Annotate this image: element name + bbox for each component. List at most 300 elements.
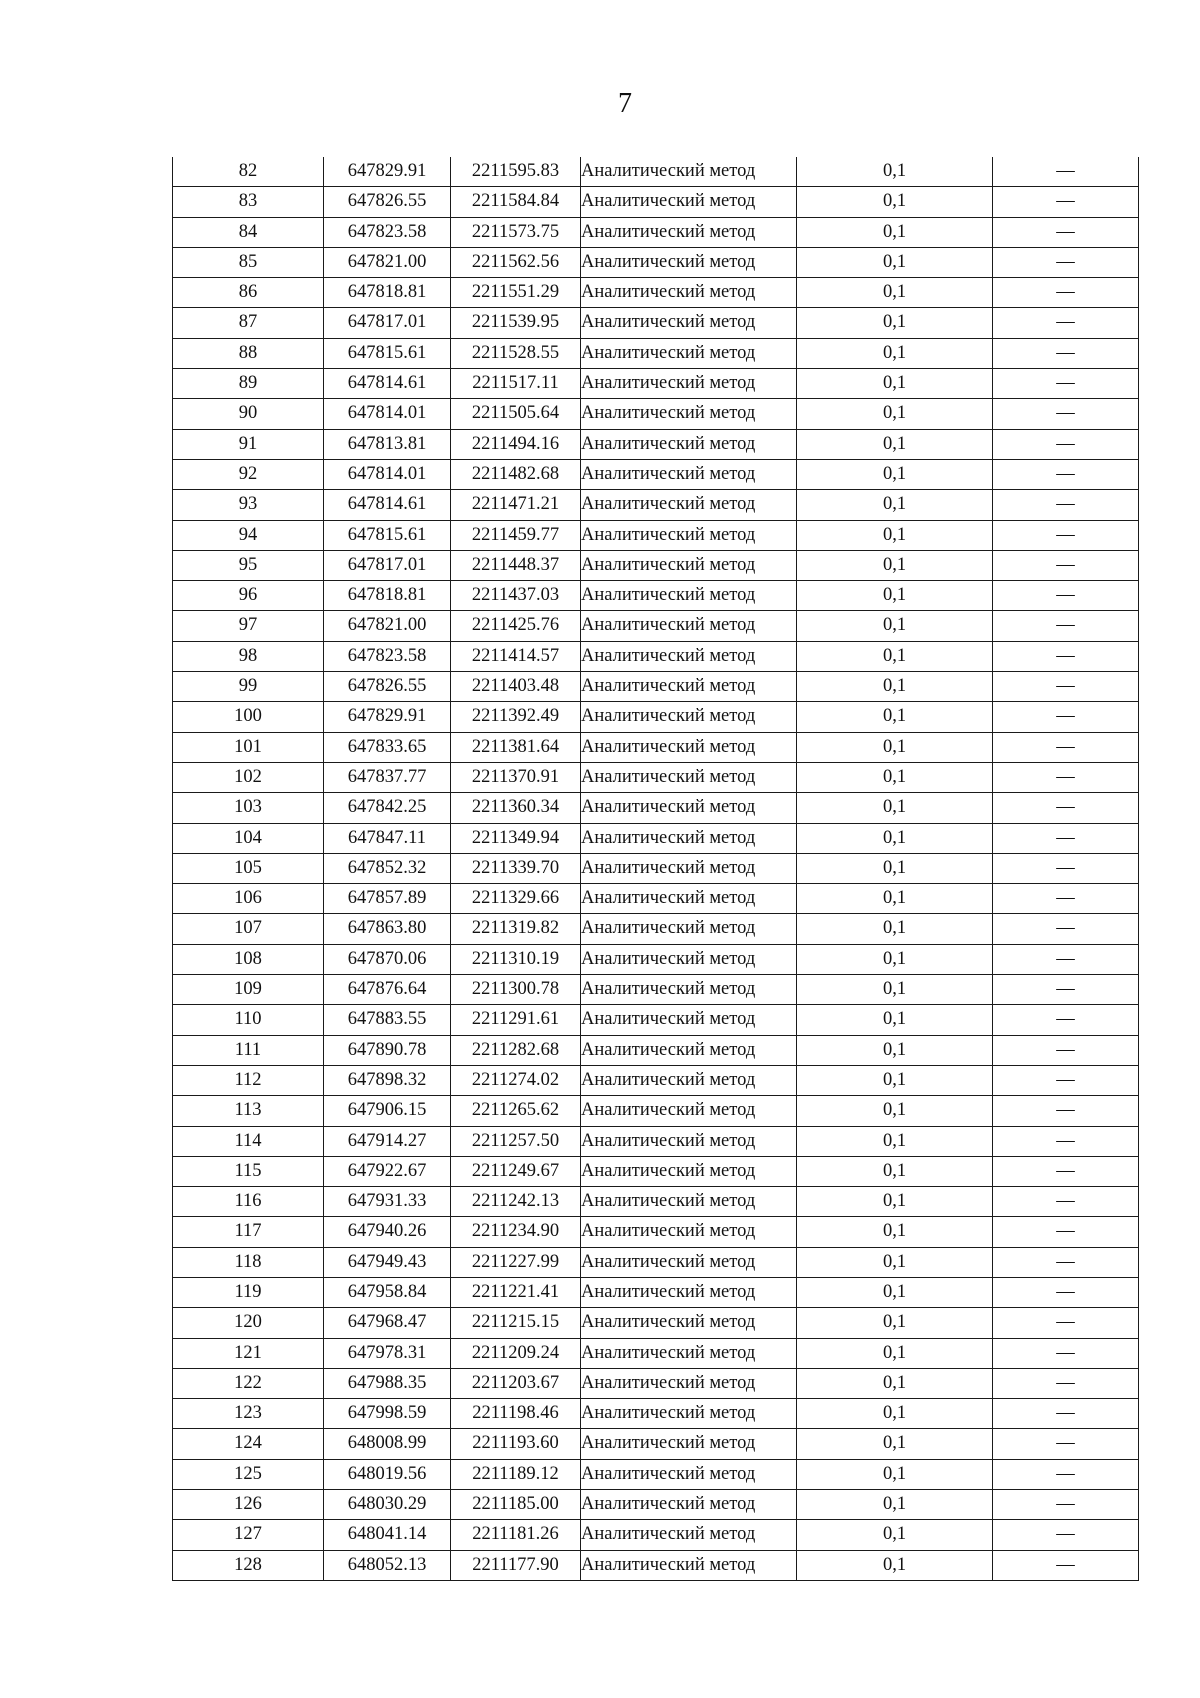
y-coordinate-cell: 2211234.90 (451, 1217, 581, 1247)
table-row (173, 278, 1139, 308)
accuracy-cell: 0,1 (797, 884, 993, 914)
method-cell: Аналитический метод (581, 1368, 797, 1398)
accuracy-cell: 0,1 (797, 459, 993, 489)
note-cell: — (993, 1217, 1139, 1247)
method-cell: Аналитический метод (581, 1035, 797, 1065)
accuracy-cell: 0,1 (797, 672, 993, 702)
x-coordinate-cell: 647814.61 (324, 369, 451, 399)
y-coordinate-cell: 2211437.03 (451, 581, 581, 611)
table-row (173, 702, 1139, 732)
x-coordinate-cell: 648041.14 (324, 1520, 451, 1550)
point-number-cell: 86 (173, 278, 324, 308)
y-coordinate-cell: 2211381.64 (451, 732, 581, 762)
table-row (173, 672, 1139, 702)
x-coordinate-cell: 647863.80 (324, 914, 451, 944)
y-coordinate-cell: 2211471.21 (451, 490, 581, 520)
x-coordinate-cell: 647826.55 (324, 187, 451, 217)
accuracy-cell: 0,1 (797, 1368, 993, 1398)
y-coordinate-cell: 2211274.02 (451, 1065, 581, 1095)
method-cell: Аналитический метод (581, 1065, 797, 1095)
x-coordinate-cell: 647823.58 (324, 217, 451, 247)
accuracy-cell: 0,1 (797, 1126, 993, 1156)
point-number-cell: 94 (173, 520, 324, 550)
table-row (173, 853, 1139, 883)
y-coordinate-cell: 2211551.29 (451, 278, 581, 308)
method-cell: Аналитический метод (581, 1490, 797, 1520)
point-number-cell: 99 (173, 672, 324, 702)
method-cell: Аналитический метод (581, 217, 797, 247)
accuracy-cell: 0,1 (797, 1005, 993, 1035)
accuracy-cell: 0,1 (797, 1035, 993, 1065)
table-row (173, 1187, 1139, 1217)
x-coordinate-cell: 647817.01 (324, 308, 451, 338)
method-cell: Аналитический метод (581, 1247, 797, 1277)
y-coordinate-cell: 2211539.95 (451, 308, 581, 338)
x-coordinate-cell: 647876.64 (324, 975, 451, 1005)
point-number-cell: 103 (173, 793, 324, 823)
note-cell: — (993, 187, 1139, 217)
method-cell: Аналитический метод (581, 247, 797, 277)
accuracy-cell: 0,1 (797, 581, 993, 611)
method-cell: Аналитический метод (581, 308, 797, 338)
y-coordinate-cell: 2211329.66 (451, 884, 581, 914)
point-number-cell: 98 (173, 641, 324, 671)
coordinates-table (172, 157, 1139, 1581)
point-number-cell: 112 (173, 1065, 324, 1095)
y-coordinate-cell: 2211198.46 (451, 1399, 581, 1429)
point-number-cell: 124 (173, 1429, 324, 1459)
x-coordinate-cell: 647949.43 (324, 1247, 451, 1277)
y-coordinate-cell: 2211193.60 (451, 1429, 581, 1459)
accuracy-cell: 0,1 (797, 429, 993, 459)
accuracy-cell: 0,1 (797, 1217, 993, 1247)
x-coordinate-cell: 648019.56 (324, 1459, 451, 1489)
table-row (173, 1005, 1139, 1035)
point-number-cell: 120 (173, 1308, 324, 1338)
x-coordinate-cell: 647978.31 (324, 1338, 451, 1368)
point-number-cell: 83 (173, 187, 324, 217)
method-cell: Аналитический метод (581, 1550, 797, 1580)
method-cell: Аналитический метод (581, 1187, 797, 1217)
note-cell: — (993, 157, 1139, 187)
method-cell: Аналитический метод (581, 944, 797, 974)
x-coordinate-cell: 647829.91 (324, 702, 451, 732)
accuracy-cell: 0,1 (797, 1277, 993, 1307)
table-row (173, 1429, 1139, 1459)
table-row (173, 1368, 1139, 1398)
x-coordinate-cell: 647814.01 (324, 399, 451, 429)
note-cell: — (993, 581, 1139, 611)
note-cell: — (993, 217, 1139, 247)
note-cell: — (993, 550, 1139, 580)
method-cell: Аналитический метод (581, 1520, 797, 1550)
table-row (173, 1035, 1139, 1065)
y-coordinate-cell: 2211249.67 (451, 1156, 581, 1186)
method-cell: Аналитический метод (581, 1217, 797, 1247)
point-number-cell: 100 (173, 702, 324, 732)
table-row (173, 1247, 1139, 1277)
table-row (173, 490, 1139, 520)
accuracy-cell: 0,1 (797, 944, 993, 974)
accuracy-cell: 0,1 (797, 1399, 993, 1429)
y-coordinate-cell: 2211209.24 (451, 1338, 581, 1368)
method-cell: Аналитический метод (581, 1429, 797, 1459)
accuracy-cell: 0,1 (797, 1490, 993, 1520)
point-number-cell: 116 (173, 1187, 324, 1217)
method-cell: Аналитический метод (581, 702, 797, 732)
method-cell: Аналитический метод (581, 429, 797, 459)
y-coordinate-cell: 2211403.48 (451, 672, 581, 702)
accuracy-cell: 0,1 (797, 762, 993, 792)
accuracy-cell: 0,1 (797, 1429, 993, 1459)
x-coordinate-cell: 647852.32 (324, 853, 451, 883)
y-coordinate-cell: 2211310.19 (451, 944, 581, 974)
table-row (173, 1550, 1139, 1580)
note-cell: — (993, 1368, 1139, 1398)
table-row (173, 1520, 1139, 1550)
accuracy-cell: 0,1 (797, 1308, 993, 1338)
x-coordinate-cell: 647842.25 (324, 793, 451, 823)
note-cell: — (993, 1247, 1139, 1277)
note-cell: — (993, 1490, 1139, 1520)
table-row (173, 793, 1139, 823)
table-row (173, 217, 1139, 247)
x-coordinate-cell: 647847.11 (324, 823, 451, 853)
note-cell: — (993, 369, 1139, 399)
accuracy-cell: 0,1 (797, 1096, 993, 1126)
point-number-cell: 84 (173, 217, 324, 247)
table-row (173, 914, 1139, 944)
accuracy-cell: 0,1 (797, 278, 993, 308)
table-row (173, 1096, 1139, 1126)
point-number-cell: 106 (173, 884, 324, 914)
table-row (173, 520, 1139, 550)
note-cell: — (993, 853, 1139, 883)
accuracy-cell: 0,1 (797, 550, 993, 580)
note-cell: — (993, 702, 1139, 732)
accuracy-cell: 0,1 (797, 702, 993, 732)
note-cell: — (993, 672, 1139, 702)
y-coordinate-cell: 2211300.78 (451, 975, 581, 1005)
table-row (173, 157, 1139, 187)
y-coordinate-cell: 2211349.94 (451, 823, 581, 853)
accuracy-cell: 0,1 (797, 217, 993, 247)
note-cell: — (993, 1429, 1139, 1459)
x-coordinate-cell: 647813.81 (324, 429, 451, 459)
x-coordinate-cell: 647818.81 (324, 278, 451, 308)
method-cell: Аналитический метод (581, 1459, 797, 1489)
note-cell: — (993, 429, 1139, 459)
table-row (173, 187, 1139, 217)
y-coordinate-cell: 2211517.11 (451, 369, 581, 399)
x-coordinate-cell: 648030.29 (324, 1490, 451, 1520)
point-number-cell: 93 (173, 490, 324, 520)
table-row (173, 884, 1139, 914)
note-cell: — (993, 793, 1139, 823)
method-cell: Аналитический метод (581, 672, 797, 702)
accuracy-cell: 0,1 (797, 1550, 993, 1580)
y-coordinate-cell: 2211215.15 (451, 1308, 581, 1338)
point-number-cell: 119 (173, 1277, 324, 1307)
accuracy-cell: 0,1 (797, 308, 993, 338)
note-cell: — (993, 1459, 1139, 1489)
y-coordinate-cell: 2211414.57 (451, 641, 581, 671)
method-cell: Аналитический метод (581, 641, 797, 671)
method-cell: Аналитический метод (581, 732, 797, 762)
note-cell: — (993, 247, 1139, 277)
accuracy-cell: 0,1 (797, 793, 993, 823)
x-coordinate-cell: 647968.47 (324, 1308, 451, 1338)
method-cell: Аналитический метод (581, 459, 797, 489)
table-row (173, 641, 1139, 671)
table-row (173, 247, 1139, 277)
y-coordinate-cell: 2211482.68 (451, 459, 581, 489)
y-coordinate-cell: 2211185.00 (451, 1490, 581, 1520)
point-number-cell: 126 (173, 1490, 324, 1520)
table-row (173, 1490, 1139, 1520)
accuracy-cell: 0,1 (797, 611, 993, 641)
method-cell: Аналитический метод (581, 1096, 797, 1126)
x-coordinate-cell: 647890.78 (324, 1035, 451, 1065)
y-coordinate-cell: 2211221.41 (451, 1277, 581, 1307)
note-cell: — (993, 641, 1139, 671)
y-coordinate-cell: 2211562.56 (451, 247, 581, 277)
note-cell: — (993, 1126, 1139, 1156)
accuracy-cell: 0,1 (797, 1520, 993, 1550)
x-coordinate-cell: 647817.01 (324, 550, 451, 580)
accuracy-cell: 0,1 (797, 1247, 993, 1277)
note-cell: — (993, 762, 1139, 792)
y-coordinate-cell: 2211573.75 (451, 217, 581, 247)
method-cell: Аналитический метод (581, 1277, 797, 1307)
note-cell: — (993, 975, 1139, 1005)
accuracy-cell: 0,1 (797, 247, 993, 277)
y-coordinate-cell: 2211203.67 (451, 1368, 581, 1398)
method-cell: Аналитический метод (581, 823, 797, 853)
note-cell: — (993, 399, 1139, 429)
table-row (173, 459, 1139, 489)
table-row (173, 308, 1139, 338)
y-coordinate-cell: 2211291.61 (451, 1005, 581, 1035)
x-coordinate-cell: 647833.65 (324, 732, 451, 762)
x-coordinate-cell: 647914.27 (324, 1126, 451, 1156)
y-coordinate-cell: 2211257.50 (451, 1126, 581, 1156)
y-coordinate-cell: 2211448.37 (451, 550, 581, 580)
table-row (173, 944, 1139, 974)
point-number-cell: 87 (173, 308, 324, 338)
point-number-cell: 109 (173, 975, 324, 1005)
accuracy-cell: 0,1 (797, 1187, 993, 1217)
x-coordinate-cell: 647998.59 (324, 1399, 451, 1429)
method-cell: Аналитический метод (581, 490, 797, 520)
x-coordinate-cell: 647940.26 (324, 1217, 451, 1247)
table-row (173, 399, 1139, 429)
x-coordinate-cell: 647829.91 (324, 157, 451, 187)
y-coordinate-cell: 2211265.62 (451, 1096, 581, 1126)
method-cell: Аналитический метод (581, 550, 797, 580)
table-row (173, 1459, 1139, 1489)
y-coordinate-cell: 2211528.55 (451, 338, 581, 368)
table-row (173, 1126, 1139, 1156)
accuracy-cell: 0,1 (797, 1156, 993, 1186)
method-cell: Аналитический метод (581, 611, 797, 641)
note-cell: — (993, 823, 1139, 853)
method-cell: Аналитический метод (581, 914, 797, 944)
note-cell: — (993, 1187, 1139, 1217)
method-cell: Аналитический метод (581, 793, 797, 823)
point-number-cell: 85 (173, 247, 324, 277)
table-row (173, 1156, 1139, 1186)
note-cell: — (993, 520, 1139, 550)
y-coordinate-cell: 2211227.99 (451, 1247, 581, 1277)
x-coordinate-cell: 647857.89 (324, 884, 451, 914)
method-cell: Аналитический метод (581, 1338, 797, 1368)
method-cell: Аналитический метод (581, 399, 797, 429)
method-cell: Аналитический метод (581, 187, 797, 217)
note-cell: — (993, 459, 1139, 489)
accuracy-cell: 0,1 (797, 399, 993, 429)
point-number-cell: 114 (173, 1126, 324, 1156)
note-cell: — (993, 1277, 1139, 1307)
point-number-cell: 107 (173, 914, 324, 944)
y-coordinate-cell: 2211242.13 (451, 1187, 581, 1217)
method-cell: Аналитический метод (581, 581, 797, 611)
y-coordinate-cell: 2211584.84 (451, 187, 581, 217)
x-coordinate-cell: 647815.61 (324, 338, 451, 368)
table-row (173, 1065, 1139, 1095)
method-cell: Аналитический метод (581, 157, 797, 187)
table-row (173, 1308, 1139, 1338)
accuracy-cell: 0,1 (797, 975, 993, 1005)
y-coordinate-cell: 2211177.90 (451, 1550, 581, 1580)
point-number-cell: 82 (173, 157, 324, 187)
table-row (173, 611, 1139, 641)
point-number-cell: 121 (173, 1338, 324, 1368)
accuracy-cell: 0,1 (797, 369, 993, 399)
y-coordinate-cell: 2211319.82 (451, 914, 581, 944)
point-number-cell: 115 (173, 1156, 324, 1186)
note-cell: — (993, 1005, 1139, 1035)
note-cell: — (993, 1156, 1139, 1186)
y-coordinate-cell: 2211339.70 (451, 853, 581, 883)
x-coordinate-cell: 647988.35 (324, 1368, 451, 1398)
point-number-cell: 127 (173, 1520, 324, 1550)
note-cell: — (993, 308, 1139, 338)
note-cell: — (993, 1550, 1139, 1580)
method-cell: Аналитический метод (581, 1126, 797, 1156)
table-row (173, 581, 1139, 611)
point-number-cell: 91 (173, 429, 324, 459)
y-coordinate-cell: 2211189.12 (451, 1459, 581, 1489)
table-row (173, 550, 1139, 580)
y-coordinate-cell: 2211282.68 (451, 1035, 581, 1065)
point-number-cell: 113 (173, 1096, 324, 1126)
point-number-cell: 95 (173, 550, 324, 580)
table-row (173, 369, 1139, 399)
point-number-cell: 96 (173, 581, 324, 611)
method-cell: Аналитический метод (581, 1005, 797, 1035)
x-coordinate-cell: 647931.33 (324, 1187, 451, 1217)
x-coordinate-cell: 647823.58 (324, 641, 451, 671)
point-number-cell: 118 (173, 1247, 324, 1277)
note-cell: — (993, 944, 1139, 974)
point-number-cell: 117 (173, 1217, 324, 1247)
note-cell: — (993, 611, 1139, 641)
note-cell: — (993, 278, 1139, 308)
point-number-cell: 101 (173, 732, 324, 762)
method-cell: Аналитический метод (581, 975, 797, 1005)
point-number-cell: 125 (173, 1459, 324, 1489)
note-cell: — (993, 884, 1139, 914)
table-row (173, 429, 1139, 459)
page-number: 7 (618, 88, 632, 119)
point-number-cell: 92 (173, 459, 324, 489)
table-row (173, 1277, 1139, 1307)
table-row (173, 823, 1139, 853)
accuracy-cell: 0,1 (797, 338, 993, 368)
point-number-cell: 123 (173, 1399, 324, 1429)
x-coordinate-cell: 647815.61 (324, 520, 451, 550)
note-cell: — (993, 1035, 1139, 1065)
table-row (173, 338, 1139, 368)
accuracy-cell: 0,1 (797, 490, 993, 520)
method-cell: Аналитический метод (581, 369, 797, 399)
table-row (173, 762, 1139, 792)
accuracy-cell: 0,1 (797, 823, 993, 853)
note-cell: — (993, 490, 1139, 520)
accuracy-cell: 0,1 (797, 732, 993, 762)
y-coordinate-cell: 2211494.16 (451, 429, 581, 459)
method-cell: Аналитический метод (581, 1308, 797, 1338)
x-coordinate-cell: 647814.61 (324, 490, 451, 520)
x-coordinate-cell: 647883.55 (324, 1005, 451, 1035)
note-cell: — (993, 914, 1139, 944)
x-coordinate-cell: 648008.99 (324, 1429, 451, 1459)
method-cell: Аналитический метод (581, 1156, 797, 1186)
x-coordinate-cell: 647821.00 (324, 611, 451, 641)
note-cell: — (993, 1065, 1139, 1095)
accuracy-cell: 0,1 (797, 187, 993, 217)
method-cell: Аналитический метод (581, 884, 797, 914)
y-coordinate-cell: 2211181.26 (451, 1520, 581, 1550)
point-number-cell: 97 (173, 611, 324, 641)
point-number-cell: 89 (173, 369, 324, 399)
y-coordinate-cell: 2211425.76 (451, 611, 581, 641)
point-number-cell: 111 (173, 1035, 324, 1065)
x-coordinate-cell: 647826.55 (324, 672, 451, 702)
accuracy-cell: 0,1 (797, 1065, 993, 1095)
y-coordinate-cell: 2211505.64 (451, 399, 581, 429)
point-number-cell: 88 (173, 338, 324, 368)
table-row (173, 1338, 1139, 1368)
table-row (173, 732, 1139, 762)
accuracy-cell: 0,1 (797, 520, 993, 550)
note-cell: — (993, 732, 1139, 762)
point-number-cell: 110 (173, 1005, 324, 1035)
y-coordinate-cell: 2211459.77 (451, 520, 581, 550)
x-coordinate-cell: 648052.13 (324, 1550, 451, 1580)
point-number-cell: 108 (173, 944, 324, 974)
x-coordinate-cell: 647898.32 (324, 1065, 451, 1095)
method-cell: Аналитический метод (581, 1399, 797, 1429)
y-coordinate-cell: 2211392.49 (451, 702, 581, 732)
coordinates-table-body (173, 157, 1139, 1580)
note-cell: — (993, 1096, 1139, 1126)
method-cell: Аналитический метод (581, 762, 797, 792)
x-coordinate-cell: 647958.84 (324, 1277, 451, 1307)
note-cell: — (993, 1338, 1139, 1368)
method-cell: Аналитический метод (581, 520, 797, 550)
